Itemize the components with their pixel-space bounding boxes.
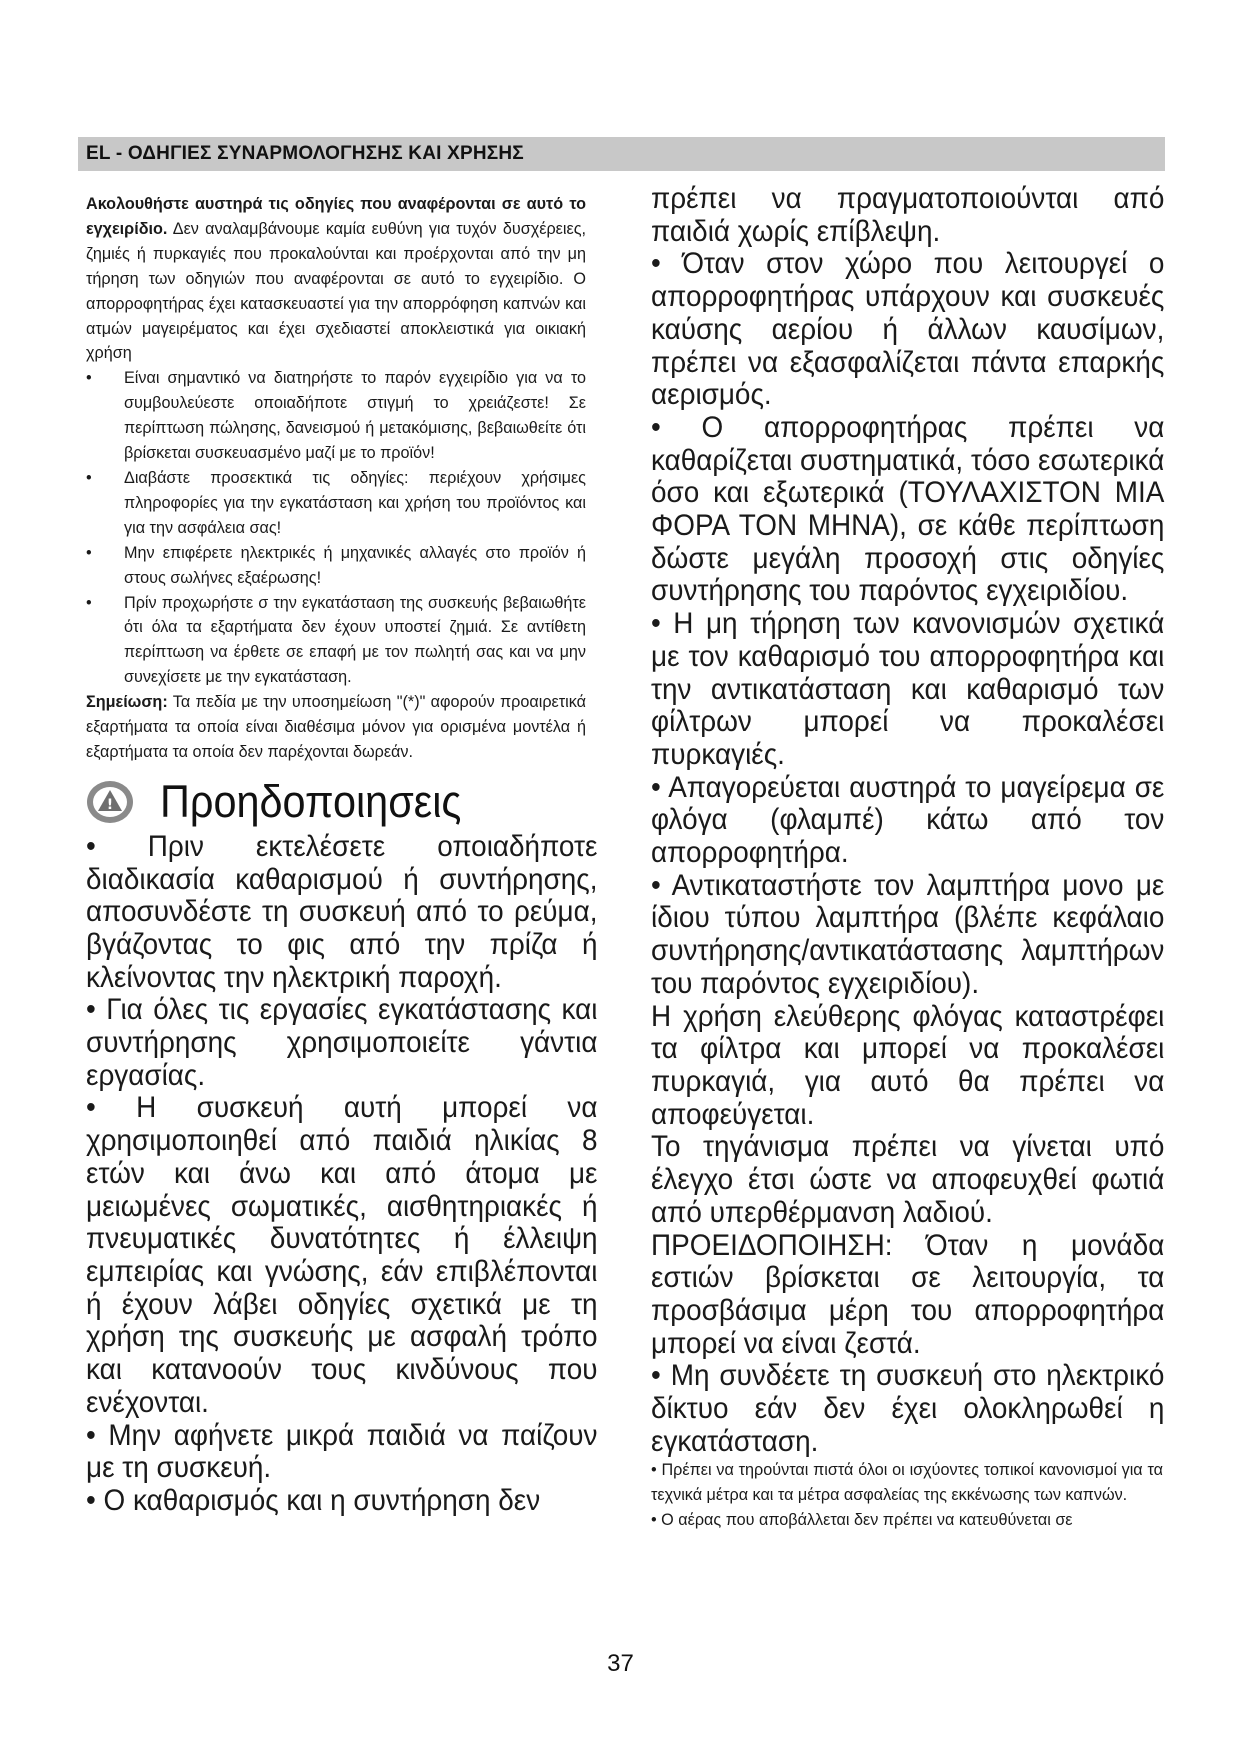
list-item: Το τηγάνισμα πρέπει να γίνεται υπό έλεγχο έτσι ώστε να αποφευχθεί φωτιά από υπερθέρμανση λαδιού. <box>651 1130 1165 1229</box>
list-item: ΠΡΟΕΙΔΟΠΟΙΗΣΗ: Όταν η μονάδα εστιών βρίσκεται σε λειτουργία, τα προσβάσιμα μέρη του απορροφητήρα μπορεί να είναι ζεστά. <box>651 1228 1165 1360</box>
bullet-glyph: • <box>86 369 92 388</box>
intro-body: Δεν αναλαμβάνουμε καμία ευθύνη για τυχόν δυσχέρειες, ζημιές ή πυρκαγιές που προκαλούνται και προέρχονται από την μη τήρηση των οδηγιών που αναφέρονται σε αυτό το εγχειρίδιο. Ο απορροφητήρας έχει κατασκευαστεί για την απορρόφηση καπνών και ατμών μαγειρέματος και έχει σχεδιαστεί αποκλειστικά για οικιακή χρήση <box>86 219 586 363</box>
note-text: Τα πεδία με την υποσημείωση "(*)" αφορούν προαιρετικά εξαρτήματα τα οποία είναι διαθέσιμα μόνον για ορισμένα μοντέλα ή εξαρτήματα τα οποία δεν παρέχονται δωρεάν. <box>86 693 586 761</box>
note-paragraph <box>86 690 586 765</box>
warnings-heading <box>86 773 586 831</box>
intro-paragraph <box>86 192 586 366</box>
list-item: • Ο αέρας που αποβάλλεται δεν πρέπει να κατευθύνεται σε <box>651 1511 1073 1530</box>
right-column <box>651 183 1163 1533</box>
list-item: • Απαγορεύεται αυστηρά το μαγείρεμα σε φλόγα (φλαμπέ) κάτω από τον απορροφητήρα. <box>651 770 1165 870</box>
list-item: Η χρήση ελεύθερης φλόγας καταστρέφει τα φίλτρα και μπορεί να προκαλέσει πυρκαγιά, για αυτό θα πρέπει να αποφεύγεται. <box>651 999 1165 1131</box>
page-number: 37 <box>607 1650 634 1677</box>
list-item-text: Μην επιφέρετε ηλεκτρικές ή μηχανικές αλλαγές στο προϊόν ή στους σωλήνες εξαέρωσης! <box>124 543 586 587</box>
list-item-text: Είναι σημαντικό να διατηρήστε το παρόν εγχειρίδιο για να το συμβουλεύεστε οποιαδήποτε στιγμή το χρειάζεστε! Σε περίπτωση πώλησης, δανεισμού ή μετακόμισης, βεβαιωθείτε ότι βρίσκεται συσκευασμένο μαζί με το προϊόν! <box>124 369 586 463</box>
list-item: • Η συσκευή αυτή μπορεί να χρησιμοποιηθεί από παιδιά ηλικίας 8 ετών και άνω και από άτομα με μειωμένες σωματικές, αισθητηριακές ή πνευματικές δυνατότητες ή έλλειψη εμπειρίας και γνώσης, εάν επιβλέπονται ή έχουν λάβει οδηγίες σχετικά με τη χρήση της συσκευής με ασφαλή τρόπο και κατανοούν τους κινδύνους που ενέχονται. <box>86 1091 598 1419</box>
section-title: EL - ΟΔΗΓΙΕΣ ΣΥΝΑΡΜΟΛΟΓΗΣΗΣ ΚΑΙ ΧΡΗΣΗΣ <box>86 143 524 164</box>
note-label: Σημείωση: <box>86 693 168 712</box>
left-column <box>86 192 598 1518</box>
list-item: • Μη συνδέετε τη συσκευή στο ηλεκτρικό δίκτυο εάν δεν έχει ολοκληρωθεί η εγκατάσταση. <box>651 1359 1165 1458</box>
bullet-glyph: • <box>86 593 92 612</box>
list-item: • Όταν στον χώρο που λειτουργεί ο απορροφητήρας υπάρχουν και συσκευές καύσης αερίου ή άλλων καυσίμων, πρέπει να εξασφαλίζεται πάντα επαρκής αερισμός. <box>651 247 1165 412</box>
list-item <box>86 541 586 591</box>
intro-block <box>86 192 586 765</box>
list-item-text: Πρίν προχωρήστε σ την εγκατάσταση της συσκευής βεβαιωθήτε ότι όλα τα εξαρτήματα δεν έχουν υποστεί ζημιά. Σε αντίθετη περίπτωση να έρθετε σε επαφή με τον πωλητή σας και να μην συνεχίσετε με την εγκατάσταση. <box>124 593 586 687</box>
section-header-bar <box>78 137 1165 171</box>
warnings-title: Προηδοποιησεις <box>160 775 462 827</box>
intro-bullet-list <box>86 366 586 690</box>
list-item <box>86 591 586 691</box>
list-item: • Πρέπει να τηρούνται πιστά όλοι οι ισχύοντες τοπικοί κανονισμοί για τα τεχνικά μέτρα και τα μέτρα ασφαλείας της εκκένωσης των καπνών. <box>651 1461 1163 1505</box>
list-item: • Πριν εκτελέσετε οποιαδήποτε διαδικασία καθαρισμού ή συντήρησης, αποσυνδέστε τη συσκευή από το ρεύμα, βγάζοντας το φις από την πρίζα ή κλείνοντας την ηλεκτρική παροχή. <box>86 829 598 994</box>
warnings-left-text <box>86 831 598 1518</box>
bullet-glyph: • <box>86 468 92 487</box>
list-item: • Μην αφήνετε μικρά παιδιά να παίζουν με τη συσκευή. <box>86 1418 598 1485</box>
list-item: πρέπει να πραγματοποιούνται από παιδιά χωρίς επίβλεψη. <box>651 182 1165 248</box>
bullet-glyph: • <box>86 543 92 562</box>
list-item <box>86 366 586 466</box>
warnings-right-text <box>651 183 1164 1458</box>
list-item-text: Διαβάστε προσεκτικά τις οδηγίες: περιέχουν χρήσιμες πληροφορίες για την εγκατάσταση και χρήση του προϊόντος και για την ασφάλεια σας! <box>124 468 586 537</box>
warning-icon-mark: ! <box>106 796 114 813</box>
list-item <box>86 466 586 541</box>
list-item: • Η μη τήρηση των κανονισμών σχετικά με τον καθαρισμό του απορροφητήρα και την αντικατάσταση και καθαρισμό των φίλτρων μπορεί να προκαλέσει πυρκαγιές. <box>651 607 1165 771</box>
intro-lead: Ακολουθήστε αυστηρά τις οδηγίες που αναφέρονται σε αυτό το εγχειρίδιο. <box>86 195 586 238</box>
warnings-right-small-text <box>651 1458 1163 1533</box>
list-item: • Ο καθαρισμός και η συντήρηση δεν <box>86 1483 541 1517</box>
list-item: • Ο απορροφητήρας πρέπει να καθαρίζεται συστηματικά, τόσο εσωτερικά όσο και εξωτερικά (ΤΟΥΛΑΧΙΣΤΟΝ ΜΙΑ ΦΟΡΑ ΤΟΝ ΜΗΝΑ), σε κάθε περίπτωση δώστε μεγάλη προσοχή στις οδηγίες συντήρησης του παρόντος εγχειριδίου. <box>651 410 1165 608</box>
list-item: • Αντικαταστήστε τον λαμπτήρα μονο με ίδιου τύπου λαμπτήρα (βλέπε κεφάλαιο συντήρησης/αντικατάστασης λαμπτήρων του παρόντος εγχειριδίου). <box>651 868 1165 1000</box>
list-item: • Για όλες τις εργασίες εγκατάστασης και συντήρησης χρησιμοποιείτε γάντια εργασίας. <box>86 993 598 1092</box>
warning-icon <box>86 778 134 826</box>
